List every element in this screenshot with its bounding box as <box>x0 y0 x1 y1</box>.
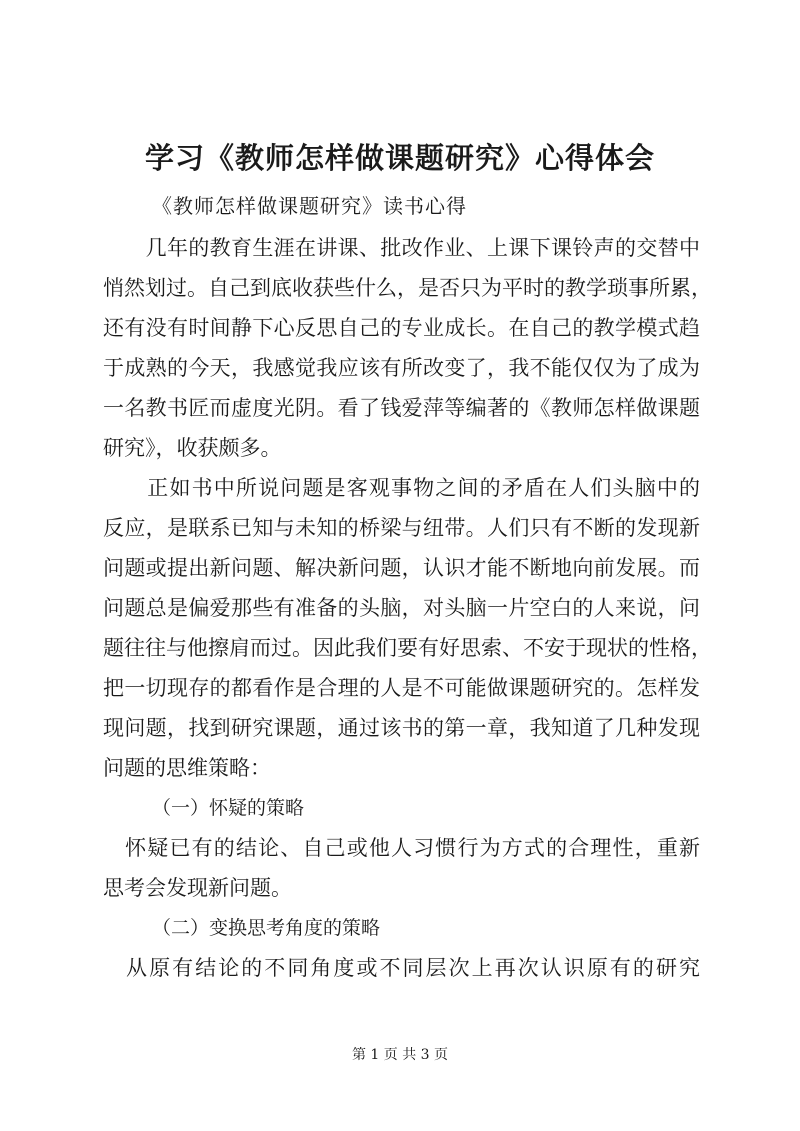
paragraph-1-line-5: 一名教书匠而虚度光阴。看了钱爱萍等编著的《教师怎样做课题 <box>103 396 700 420</box>
paragraph-2-line-2: 反应，是联系已知与未知的桥梁与纽带。人们只有不断的发现新 <box>103 516 700 540</box>
paragraph-1-line-3: 还有没有时间静下心反思自己的专业成长。在自己的教学模式趋 <box>103 316 700 340</box>
section-heading-2: （二）变换思考角度的策略 <box>152 917 381 939</box>
page-number-footer: 第 1 页 共 3 页 <box>351 1047 449 1063</box>
paragraph-1-line-4: 于成熟的今天，我感觉我应该有所改变了，我不能仅仅为了成为 <box>103 356 700 380</box>
paragraph-2-line-4: 问题总是偏爱那些有准备的头脑，对头脑一片空白的人来说，问 <box>103 596 700 620</box>
document-subtitle: 《教师怎样做课题研究》读书心得 <box>152 194 467 218</box>
document-title: 学习《教师怎样做课题研究》心得体会 <box>144 141 655 175</box>
paragraph-2-line-3: 问题或提出新问题、解决新问题，认识才能不断地向前发展。而 <box>103 556 700 580</box>
paragraph-2-line-8: 问题的思维策略： <box>103 756 271 780</box>
paragraph-2-line-1: 正如书中所说问题是客观事物之间的矛盾在人们头脑中的 <box>103 476 700 500</box>
paragraph-2-line-5: 题往往与他擦肩而过。因此我们要有好思索、不安于现状的性格， <box>103 636 712 660</box>
paragraph-3-line-1: 怀疑已有的结论、自己或他人习惯行为方式的合理性，重新 <box>103 836 700 860</box>
section-heading-1: （一）怀疑的策略 <box>152 797 305 819</box>
paragraph-3-line-2: 思考会发现新问题。 <box>103 876 292 900</box>
paragraph-4-line-1: 从原有结论的不同角度或不同层次上再次认识原有的研究 <box>103 956 700 980</box>
paragraph-1-line-1: 几年的教育生涯在讲课、批改作业、上课下课铃声的交替中 <box>103 236 700 260</box>
paragraph-2-line-7: 现问题，找到研究课题，通过该书的第一章，我知道了几种发现 <box>103 716 700 740</box>
paragraph-2-line-6: 把一切现存的都看作是合理的人是不可能做课题研究的。怎样发 <box>103 676 700 700</box>
paragraph-1-line-2: 悄然划过。自己到底收获些什么，是否只为平时的教学琐事所累， <box>103 276 712 300</box>
paragraph-1-line-6: 研究》，收获颇多。 <box>103 436 282 460</box>
